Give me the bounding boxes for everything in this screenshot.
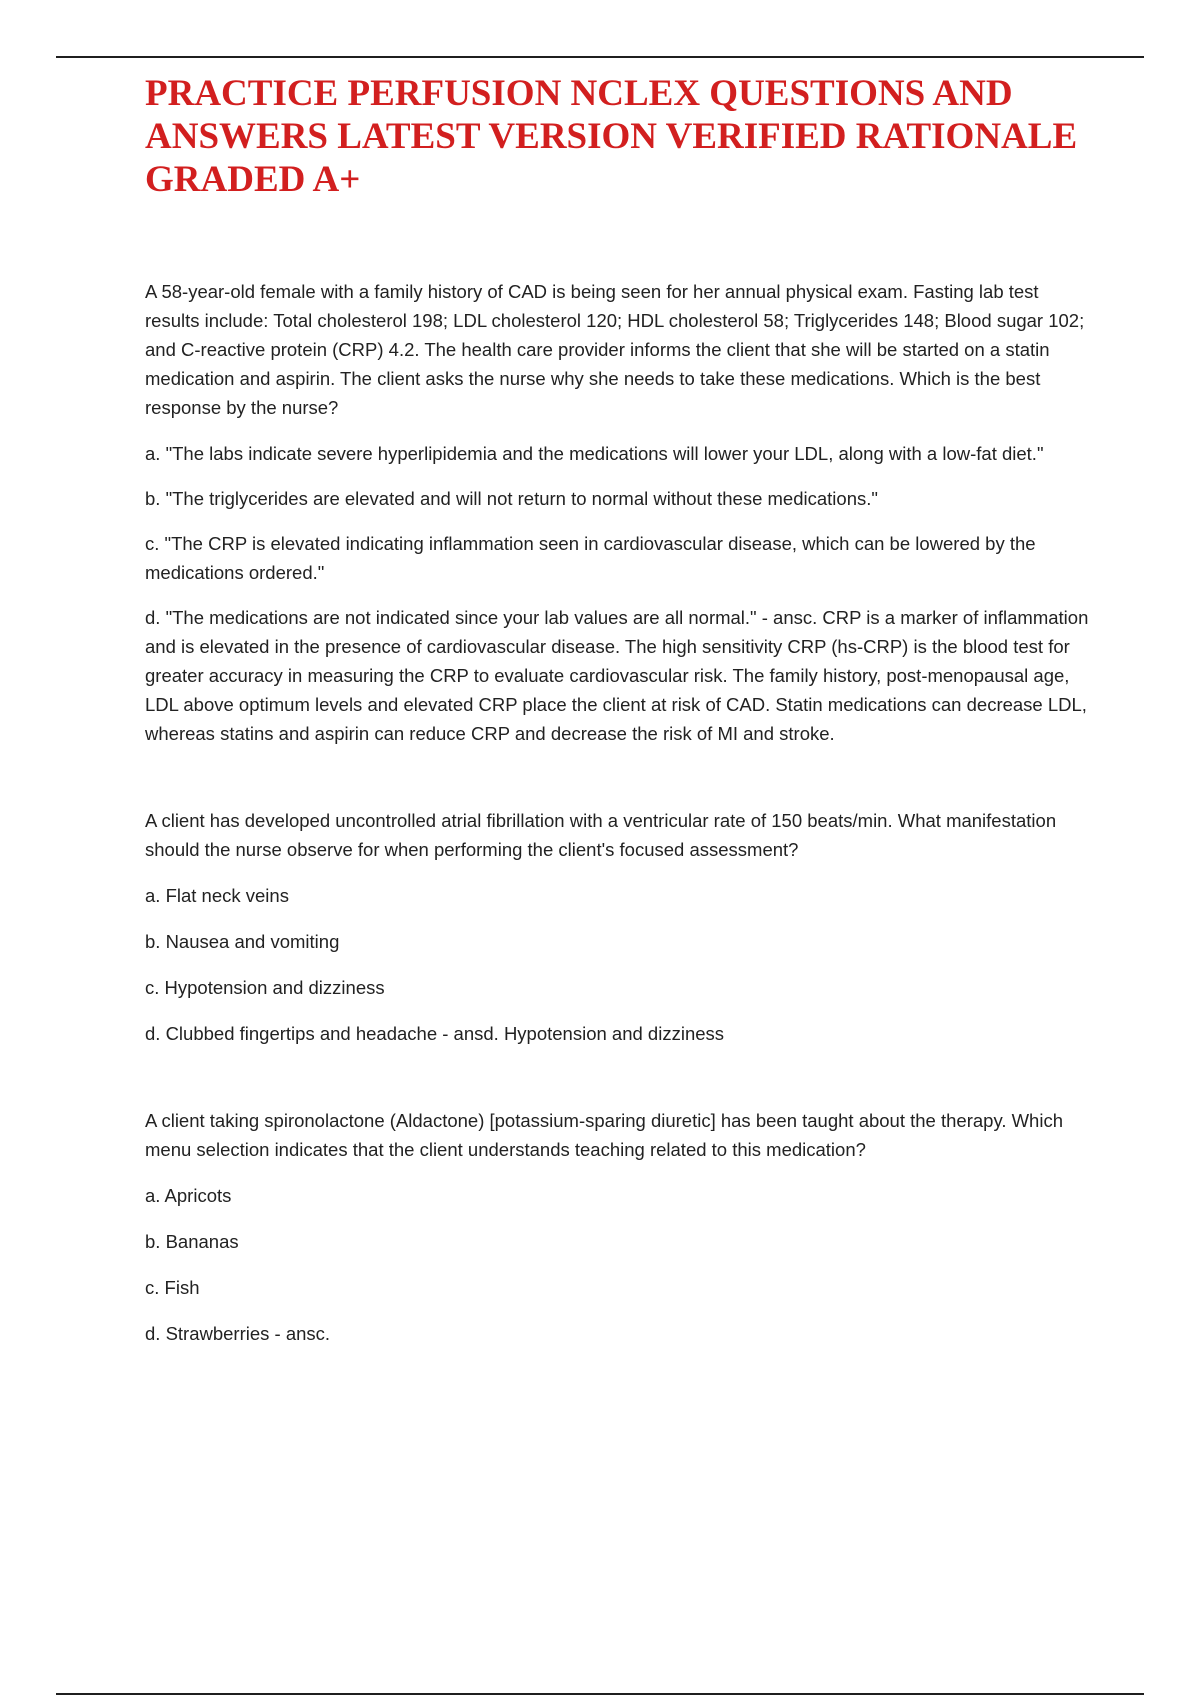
answer-option-d-rationale: d. Clubbed fingertips and headache - ansd. Hypotension and dizziness bbox=[145, 1023, 725, 1044]
question-stem: A 58-year-old female with a family history of CAD is being seen for her annual physical exam. Fasting lab test results include: Total cholesterol 198; LDL cholesterol 120; HDL cholesterol 58; Triglycerides 148; Blood sugar 102; and C-reactive protein (CRP) 4.2. The health care provider informs the client that she will be started on a statin medication and aspirin. The client asks the nurse why she needs to take these medications. Which is the best response by the nurse? bbox=[145, 281, 1085, 418]
answer-option-b: b. "The triglycerides are elevated and will not return to normal without these medications." bbox=[145, 488, 878, 509]
answer-option-c: c. "The CRP is elevated indicating inflammation seen in cardiovascular disease, which can be lowered by the medications ordered." bbox=[145, 533, 1036, 583]
answer-option-d-rationale: d. "The medications are not indicated since your lab values are all normal." - ansc. CRP is a marker of inflammation and is elevated in the presence of cardiovascular disease. The high sensitivity CRP (hs-CRP) is the blood test for greater accuracy in measuring the CRP to evaluate cardiovascular risk. The family history, post-menopausal age, LDL above optimum levels and elevated CRP place the client at risk of CAD. Statin medications can decrease LDL, whereas statins and aspirin can reduce CRP and decrease the risk of MI and stroke. bbox=[145, 607, 1089, 744]
answer-option-a: a. "The labs indicate severe hyperlipidemia and the medications will lower your LDL, along with a low-fat diet." bbox=[145, 443, 1044, 464]
question-1 bbox=[145, 277, 1095, 748]
answer-option-c: c. Fish bbox=[145, 1277, 200, 1298]
question-3 bbox=[145, 1106, 1095, 1348]
question-stem: A client taking spironolactone (Aldactone) [potassium-sparing diuretic] has been taught about the therapy. Which menu selection indicates that the client understands teaching related to this medication? bbox=[145, 1110, 1063, 1160]
document-page bbox=[145, 72, 1095, 1365]
answer-option-a: a. Apricots bbox=[145, 1185, 232, 1206]
bottom-rule bbox=[56, 1693, 1144, 1695]
answer-option-d-rationale: d. Strawberries - ansc. bbox=[145, 1323, 331, 1344]
answer-option-a: a. Flat neck veins bbox=[145, 885, 289, 906]
answer-option-c: c. Hypotension and dizziness bbox=[145, 977, 385, 998]
question-stem: A client has developed uncontrolled atrial fibrillation with a ventricular rate of 150 beats/min. What manifestation should the nurse observe for when performing the client's focused assessment? bbox=[145, 810, 1057, 860]
answer-option-b: b. Bananas bbox=[145, 1231, 239, 1252]
answer-option-b: b. Nausea and vomiting bbox=[145, 931, 340, 952]
document-title: PRACTICE PERFUSION NCLEX QUESTIONS AND ANSWERS LATEST VERSION VERIFIED RATIONALE GRADED A+ bbox=[145, 73, 1078, 200]
question-2 bbox=[145, 806, 1095, 1048]
top-rule bbox=[56, 56, 1144, 58]
